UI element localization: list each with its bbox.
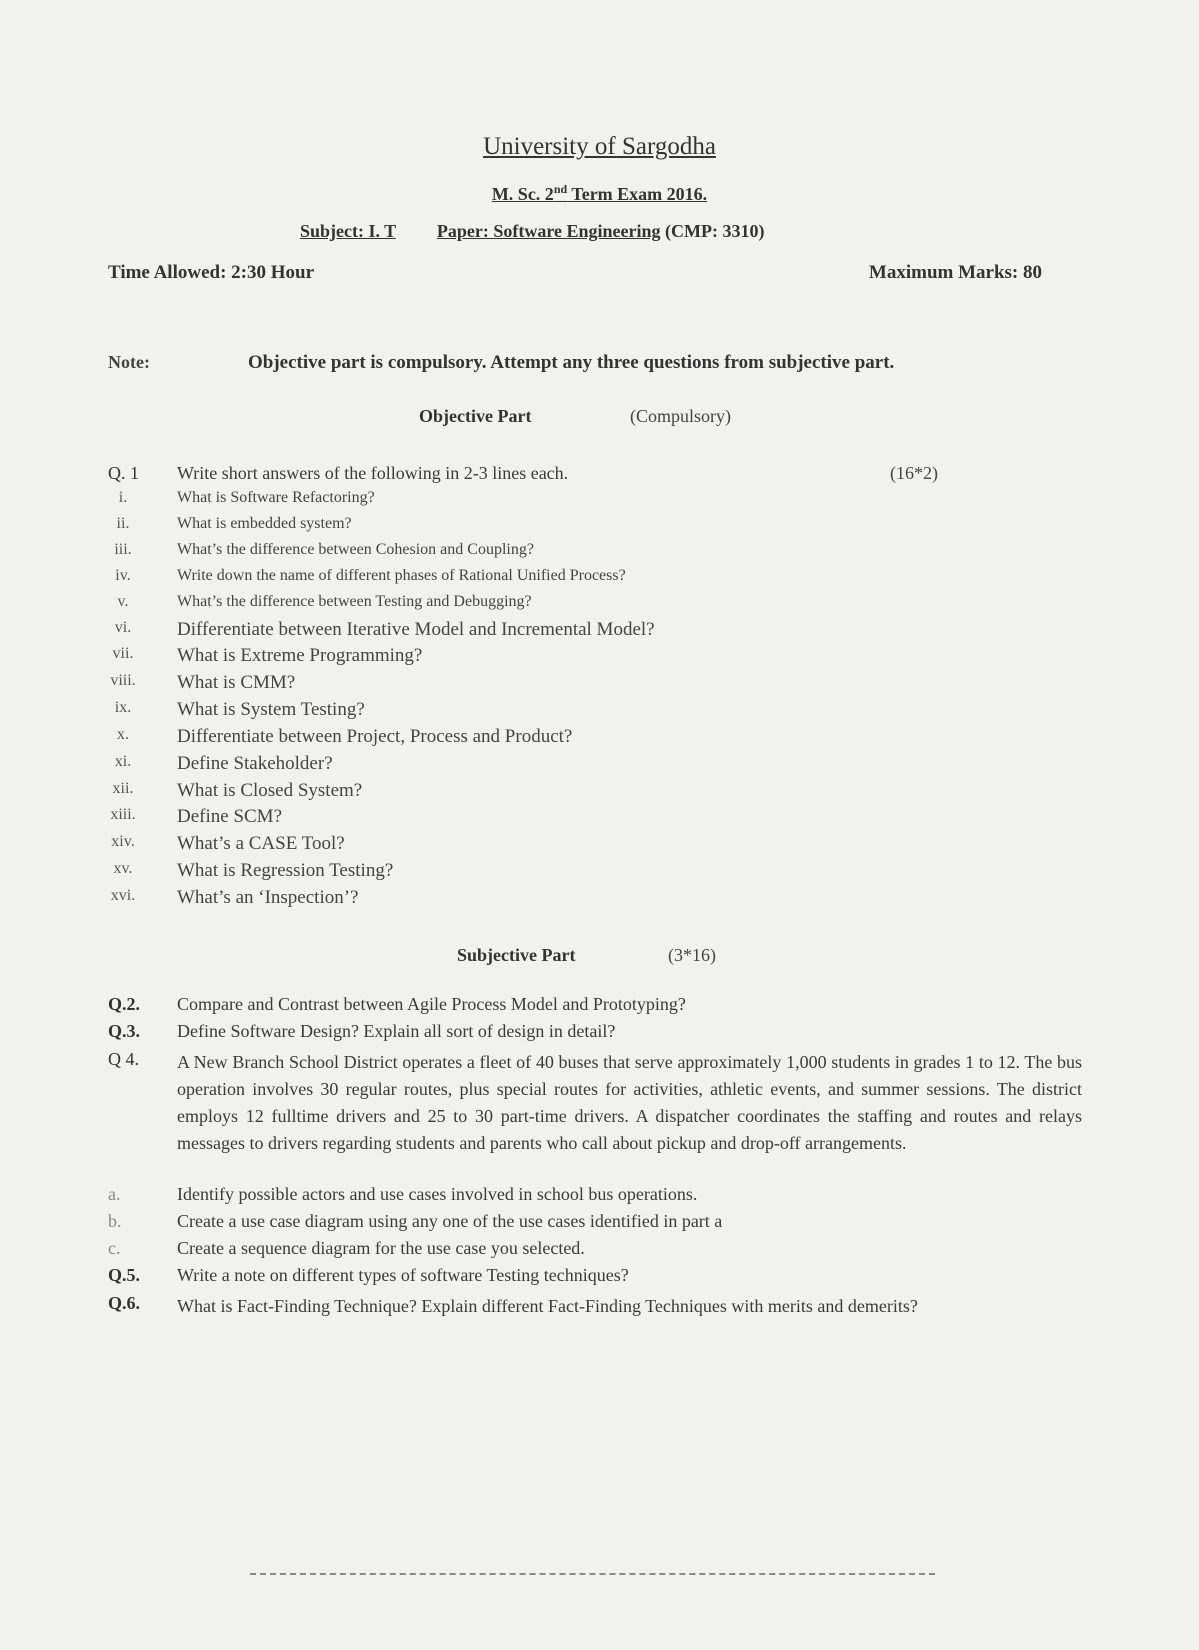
q4b-label: b. <box>108 1211 122 1231</box>
list-item: Differentiate between Iterative Model and Incremental Model? <box>177 619 655 640</box>
q3-label: Q.3. <box>108 1021 141 1041</box>
subject-line <box>300 221 764 242</box>
list-item: What’s the difference between Cohesion and Coupling? <box>177 541 534 558</box>
exam-title <box>0 182 1199 205</box>
list-item: Define Stakeholder? <box>177 753 333 774</box>
q6-text: What is Fact-Finding Technique? Explain different Fact-Finding Techniques with merits and demerits? <box>177 1296 918 1316</box>
list-item: What’s an ‘Inspection’? <box>177 887 359 908</box>
list-item: What is CMM? <box>177 672 296 693</box>
list-item: Write down the name of different phases of Rational Unified Process? <box>177 567 626 584</box>
university-title: University of Sargodha <box>483 133 716 160</box>
time-allowed: Time Allowed: 2:30 Hour <box>108 262 315 283</box>
q4-text: A New Branch School District operates a fleet of 40 buses that serve approximately 1,000 students in grades 1 to 12. The bus operation involves 30 regular routes, plus special routes for activities, athletic events, and summer sessions. The district employs 12 fulltime drivers and 25 to 30 part-time drivers. A dispatcher coordinates the staffing and routes and relays messages to drivers regarding students and parents who call about pickup and drop-off arrangements. <box>177 1052 1082 1153</box>
item-number: xii. <box>112 780 134 797</box>
item-number: iv. <box>115 567 131 584</box>
item-number: vi. <box>114 619 132 636</box>
q4a-text: Identify possible actors and use cases involved in school bus operations. <box>177 1184 698 1204</box>
item-number: xv. <box>113 860 133 877</box>
q4a-label: a. <box>108 1184 121 1204</box>
item-number: iii. <box>114 541 132 558</box>
q4c-label: c. <box>108 1238 121 1258</box>
subjective-heading: Subjective Part <box>457 945 576 965</box>
exam-superscript: nd <box>553 182 568 196</box>
item-number: ii. <box>116 515 130 532</box>
list-item: What’s a CASE Tool? <box>177 833 345 854</box>
q6-label: Q.6. <box>108 1293 141 1313</box>
item-number: i. <box>118 489 128 506</box>
item-number: xiv. <box>111 833 135 850</box>
q4c-text: Create a sequence diagram for the use case you selected. <box>177 1238 585 1258</box>
item-number: vii. <box>112 645 134 662</box>
q2-text: Compare and Contrast between Agile Process Model and Prototyping? <box>177 994 686 1014</box>
q4-label: Q 4. <box>108 1049 139 1069</box>
end-divider <box>250 1573 935 1575</box>
list-item: Differentiate between Project, Process and Product? <box>177 726 573 747</box>
item-number: xvi. <box>110 887 136 904</box>
objective-heading: Objective Part <box>419 406 532 426</box>
maximum-marks: Maximum Marks: 80 <box>868 262 1042 283</box>
subject: Subject: I. T <box>300 221 396 241</box>
q3-text: Define Software Design? Explain all sort of design in detail? <box>177 1021 616 1041</box>
note-text: Objective part is compulsory. Attempt any three questions from subjective part. <box>248 352 895 373</box>
item-number: ix. <box>114 699 132 716</box>
q1-marks: (16*2) <box>890 463 938 483</box>
q2-label: Q.2. <box>108 994 141 1014</box>
exam-suffix: Term Exam 2016. <box>567 184 708 204</box>
list-item: What is Regression Testing? <box>177 860 394 881</box>
item-number: xi. <box>114 753 132 770</box>
paper-code: (CMP: 3310) <box>660 221 765 241</box>
item-number: xiii. <box>110 806 136 823</box>
exam-prefix: M. Sc. 2 <box>491 184 554 204</box>
subjective-tag: (3*16) <box>668 945 716 965</box>
list-item: What is Closed System? <box>177 780 363 801</box>
list-item: What’s the difference between Testing and Debugging? <box>177 593 532 610</box>
note-label: Note: <box>108 352 150 372</box>
list-item: What is embedded system? <box>177 515 352 532</box>
paper-title: Paper: Software Engineering <box>436 221 661 241</box>
q5-label: Q.5. <box>108 1265 141 1285</box>
q4b-text: Create a use case diagram using any one of the use cases identified in part a <box>177 1211 723 1231</box>
q5-text: Write a note on different types of software Testing techniques? <box>177 1265 629 1285</box>
list-item: What is Extreme Programming? <box>177 645 423 666</box>
objective-tag: (Compulsory) <box>630 406 731 426</box>
list-item: What is Software Refactoring? <box>177 489 375 506</box>
item-number: x. <box>117 726 129 743</box>
list-item: Define SCM? <box>177 806 283 827</box>
list-item: What is System Testing? <box>177 699 365 720</box>
q1-label: Q. 1 <box>108 463 139 483</box>
item-number: viii. <box>110 672 136 689</box>
item-number: v. <box>117 593 129 610</box>
q1-text: Write short answers of the following in 2-3 lines each. <box>177 463 569 483</box>
